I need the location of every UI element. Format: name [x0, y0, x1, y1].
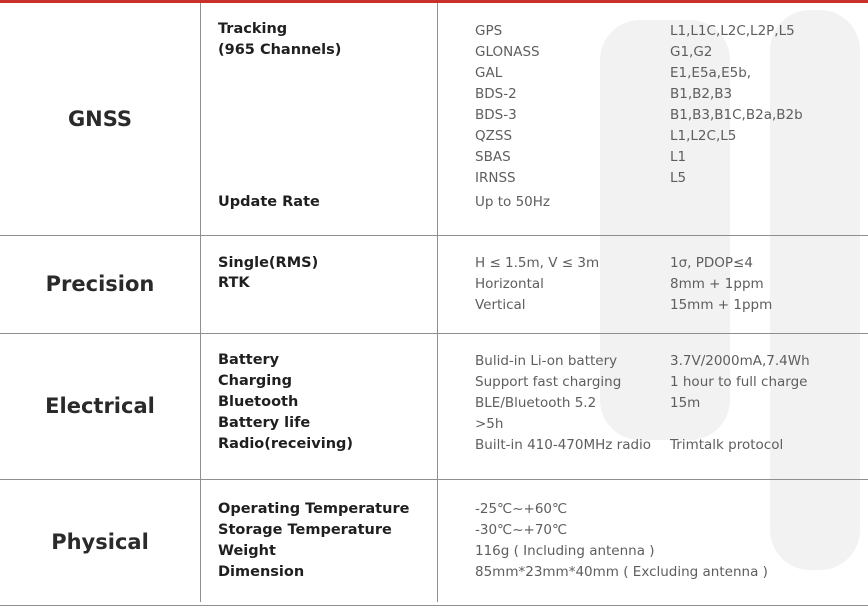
spec-value: 116g ( Including antenna ): [475, 543, 655, 559]
spec-value: 15mm + 1ppm: [670, 297, 773, 313]
spec-label: Radio(receiving): [218, 436, 354, 452]
spec-value: 15m: [670, 395, 701, 411]
spec-value: GPS: [475, 23, 503, 39]
spec-label: Weight: [218, 543, 276, 559]
spec-value: Vertical: [475, 297, 526, 313]
spec-value: Bulid-in Li-on battery: [475, 353, 618, 369]
spec-value: 1 hour to full charge: [670, 374, 808, 390]
spec-value: -25℃~+60℃: [475, 501, 568, 517]
spec-label: Battery life: [218, 415, 311, 431]
section-title-precision: Precision: [45, 272, 155, 296]
spec-value: L1,L1C,L2C,L2P,L5: [670, 23, 795, 39]
spec-value: Trimtalk protocol: [670, 437, 784, 453]
spec-label: Dimension: [218, 564, 305, 580]
spec-value: E1,E5a,E5b,: [670, 65, 752, 81]
spec-value: Up to 50Hz: [475, 194, 551, 210]
spec-value: >5h: [475, 416, 504, 432]
spec-label: Operating Temperature: [218, 501, 410, 517]
section-title-physical: Physical: [51, 530, 149, 554]
spec-label: Battery: [218, 352, 280, 368]
section-row-gnss: [0, 3, 868, 236]
spec-label: Single(RMS): [218, 255, 319, 271]
spec-value: BLE/Bluetooth 5.2: [475, 395, 597, 411]
spec-value: 8mm + 1ppm: [670, 276, 764, 292]
spec-value: BDS-2: [475, 86, 517, 102]
spec-label: Charging: [218, 373, 292, 389]
spec-value: Horizontal: [475, 276, 544, 292]
column-divider: [437, 3, 438, 602]
spec-value: L1: [670, 149, 687, 165]
section-title-electrical: Electrical: [45, 394, 155, 418]
spec-value: L1,L2C,L5: [670, 128, 737, 144]
section-title-gnss: GNSS: [67, 107, 133, 131]
spec-value: IRNSS: [475, 170, 516, 186]
spec-value: B1,B2,B3: [670, 86, 733, 102]
spec-label: (965 Channels): [218, 42, 342, 58]
spec-value: 3.7V/2000mA,7.4Wh: [670, 353, 810, 369]
spec-value: H ≤ 1.5m, V ≤ 3m: [475, 255, 600, 271]
section-row-precision: [0, 235, 868, 334]
spec-value: -30℃~+70℃: [475, 522, 568, 538]
spec-label: Tracking: [218, 21, 288, 37]
spec-value: L5: [670, 170, 687, 186]
spec-label: RTK: [218, 275, 250, 291]
spec-value: Built-in 410-470MHz radio: [475, 437, 652, 453]
spec-label: Update Rate: [218, 194, 320, 210]
spec-value: 1σ, PDOP≤4: [670, 255, 753, 271]
spec-value: QZSS: [475, 128, 513, 144]
spec-value: B1,B3,B1C,B2a,B2b: [670, 107, 803, 123]
section-row-electrical: [0, 333, 868, 480]
spec-value: GAL: [475, 65, 503, 81]
spec-value: Support fast charging: [475, 374, 622, 390]
spec-label: Storage Temperature: [218, 522, 392, 538]
section-row-physical: [0, 479, 868, 606]
column-divider: [200, 3, 201, 602]
spec-value: 85mm*23mm*40mm ( Excluding antenna ): [475, 564, 768, 580]
spec-label: Bluetooth: [218, 394, 299, 410]
spec-value: G1,G2: [670, 44, 713, 60]
spec-value: BDS-3: [475, 107, 517, 123]
spec-value: GLONASS: [475, 44, 540, 60]
spec-value: SBAS: [475, 149, 511, 165]
